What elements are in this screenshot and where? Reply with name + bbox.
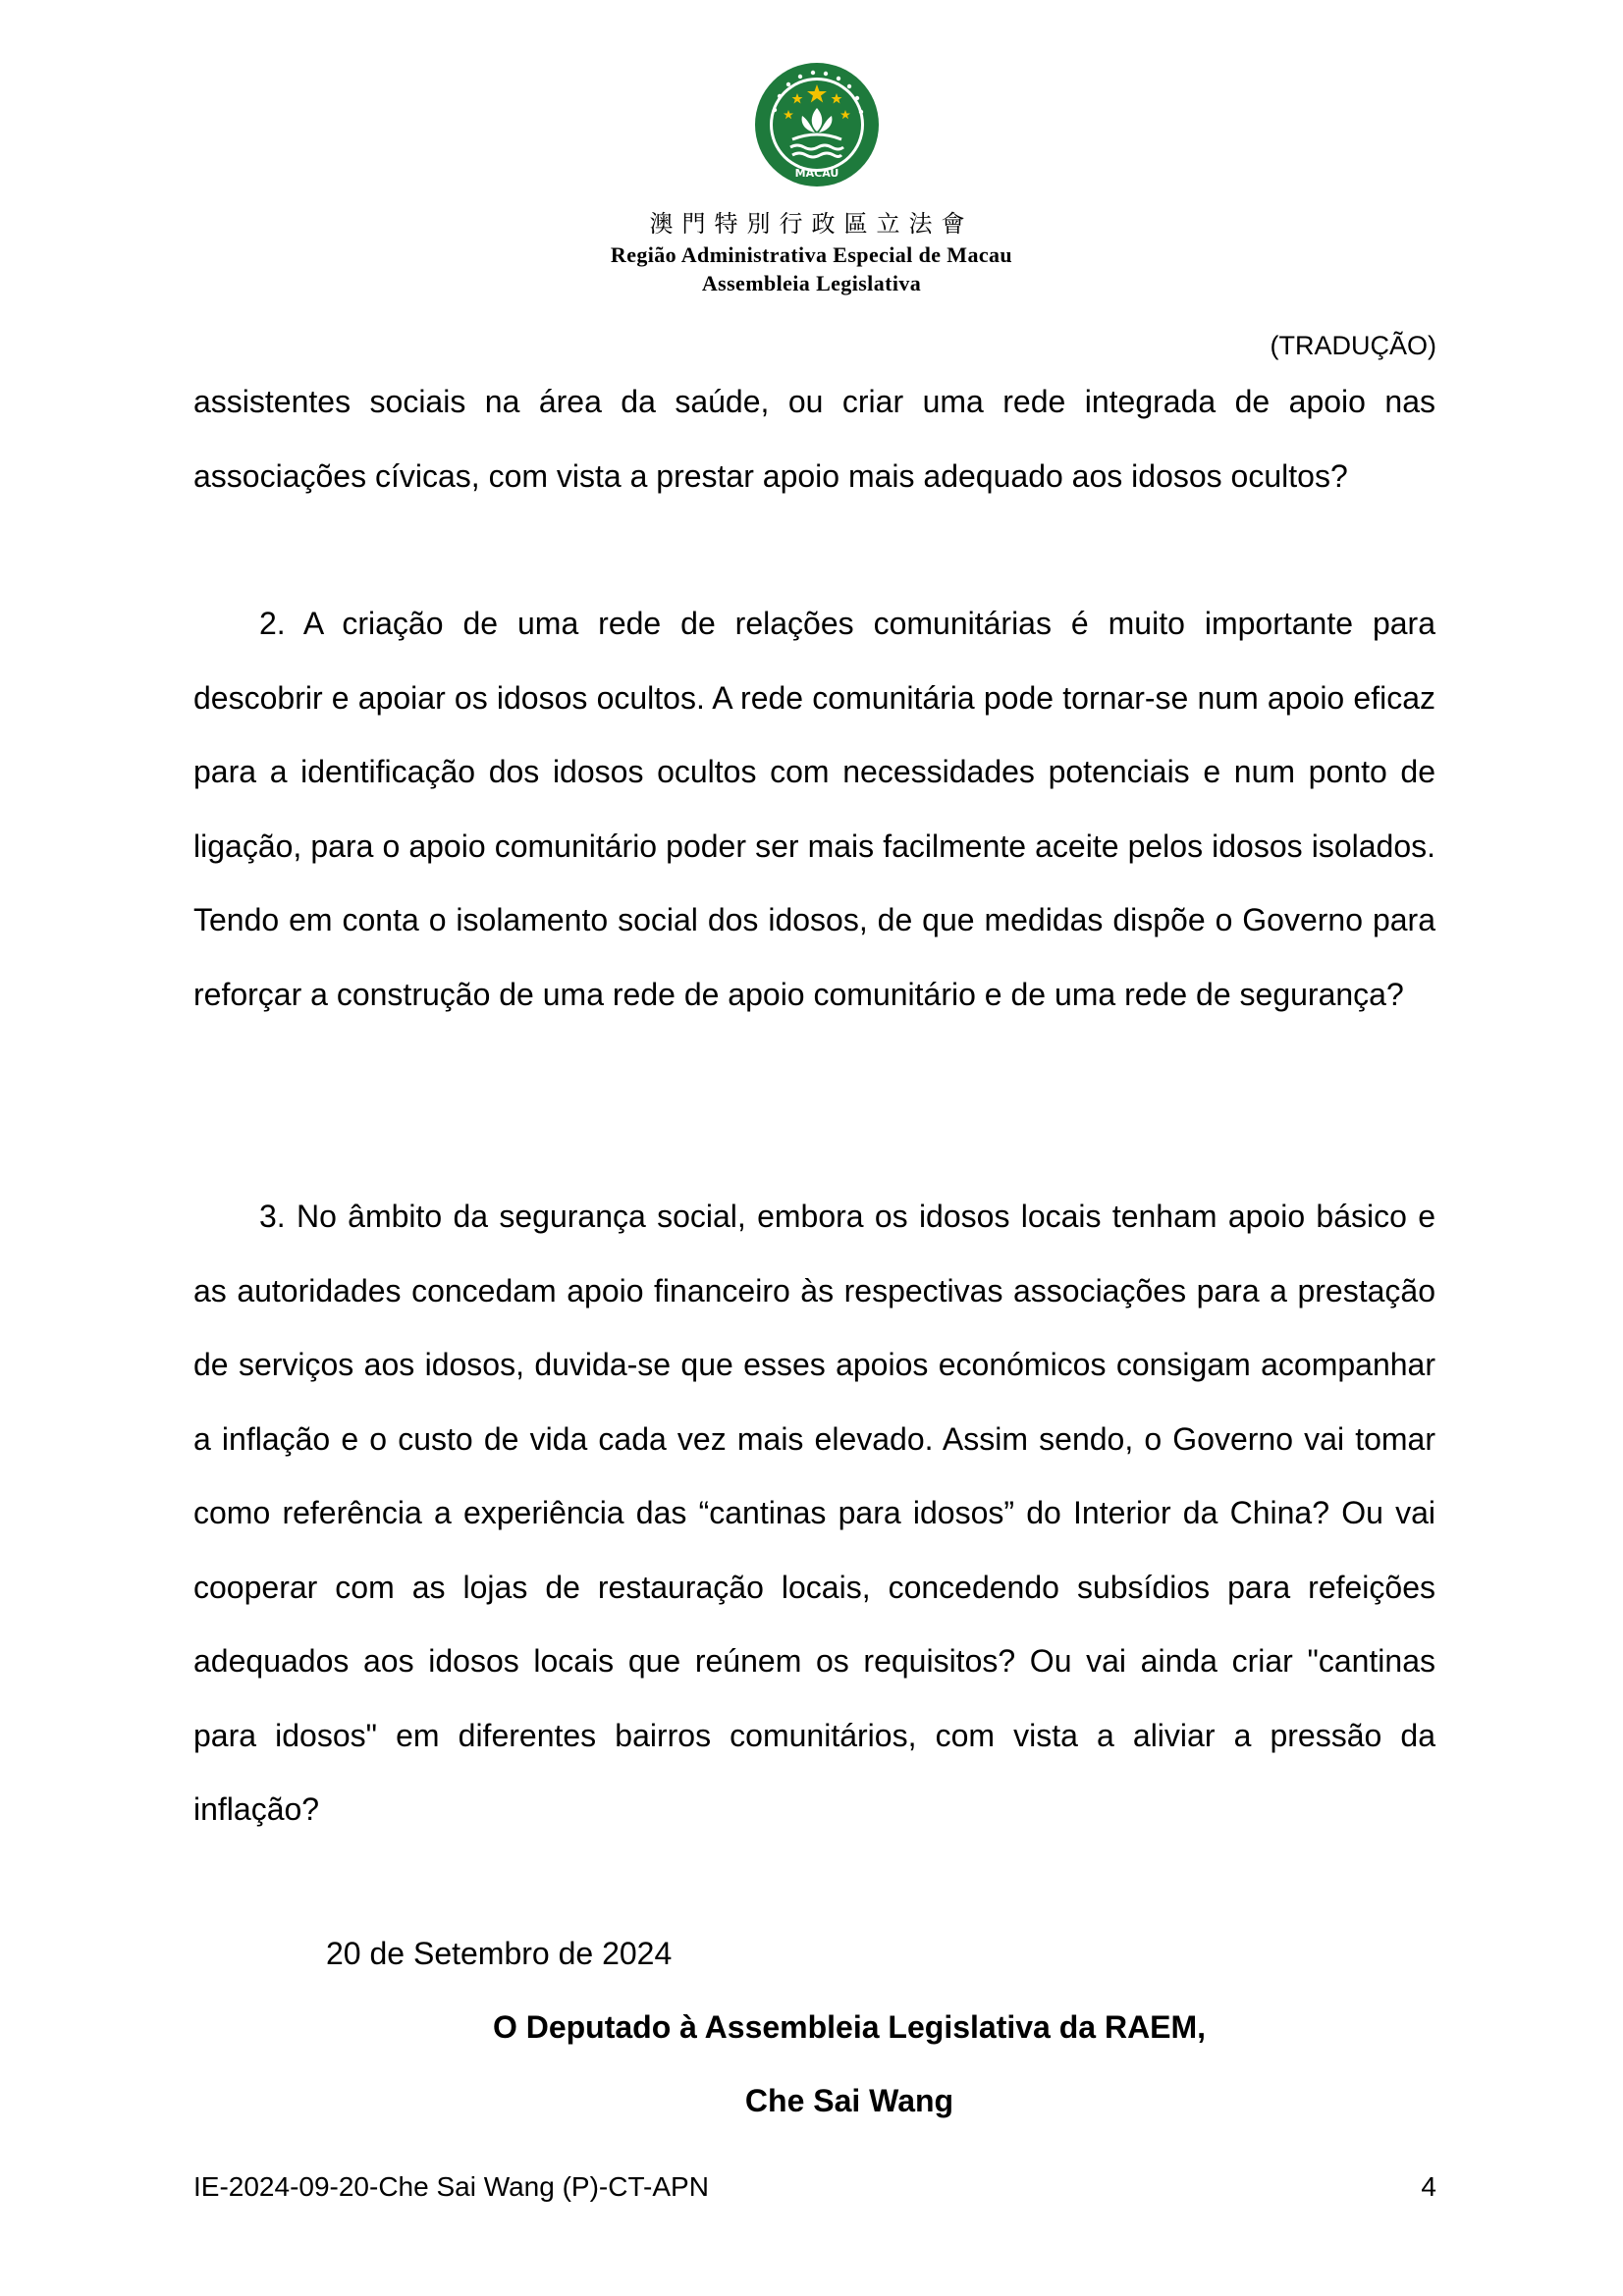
footer-page-number: 4 xyxy=(1421,2171,1436,2202)
header-title-assembly: Assembleia Legislativa xyxy=(701,271,922,295)
svg-text:MACAU: MACAU xyxy=(794,167,839,180)
macau-emblem xyxy=(753,61,881,188)
header-title-chinese: 澳門特別行政區立法會 xyxy=(649,210,974,238)
body-paragraph-2: 2. A criação de uma rede de relações comunitárias é muito importante para descobrir e apoiar os idosos ocultos. A rede comunitária pode tornar-se num apoio eficaz para a identificação dos idosos ocultos com necessidades potenciais e num ponto de ligação, para o apoio comunitário poder ser mais facilmente aceite pelos idosos isolados. Tendo em conta o isolamento social dos idosos, de que medidas dispõe o Governo para reforçar a construção de uma rede de apoio comunitário e de uma rede de segurança? xyxy=(193,606,1435,1012)
body-paragraph-1: assistentes sociais na área da saúde, ou criar uma rede integrada de apoio nas associações cívicas, com vista a prestar apoio mais adequado aos idosos ocultos? xyxy=(193,384,1435,494)
header-title-region: Região Administrativa Especial de Macau xyxy=(610,242,1013,267)
document-date: 20 de Setembro de 2024 xyxy=(326,1936,673,1971)
emblem-icon xyxy=(753,61,881,188)
signatory-title: O Deputado à Assembleia Legislativa da RAEM, xyxy=(492,2009,1207,2045)
signatory-name: Che Sai Wang xyxy=(744,2083,954,2118)
translation-mark: (TRADUÇÃO) xyxy=(1270,331,1436,360)
body-paragraph-3: 3. No âmbito da segurança social, embora os idosos locais tenham apoio básico e as autoridades concedam apoio financeiro às respectivas associações para a prestação de serviços aos idosos, duvida-se que esses apoios económicos consigam acompanhar a inflação e o custo de vida cada vez mais elevado. Assim sendo, o Governo vai tomar como referência a experiência das “cantinas para idosos” do Interior da China? Ou vai cooperar com as lojas de restauração locais, concedendo subsídios para refeições adequados aos idosos locais que reúnem os requisitos? Ou vai ainda criar "cantinas para idosos" em diferentes bairros comunitários, com vista a aliviar a pressão da inflação? xyxy=(193,1199,1435,1827)
footer-document-code: IE-2024-09-20-Che Sai Wang (P)-CT-APN xyxy=(193,2171,709,2202)
